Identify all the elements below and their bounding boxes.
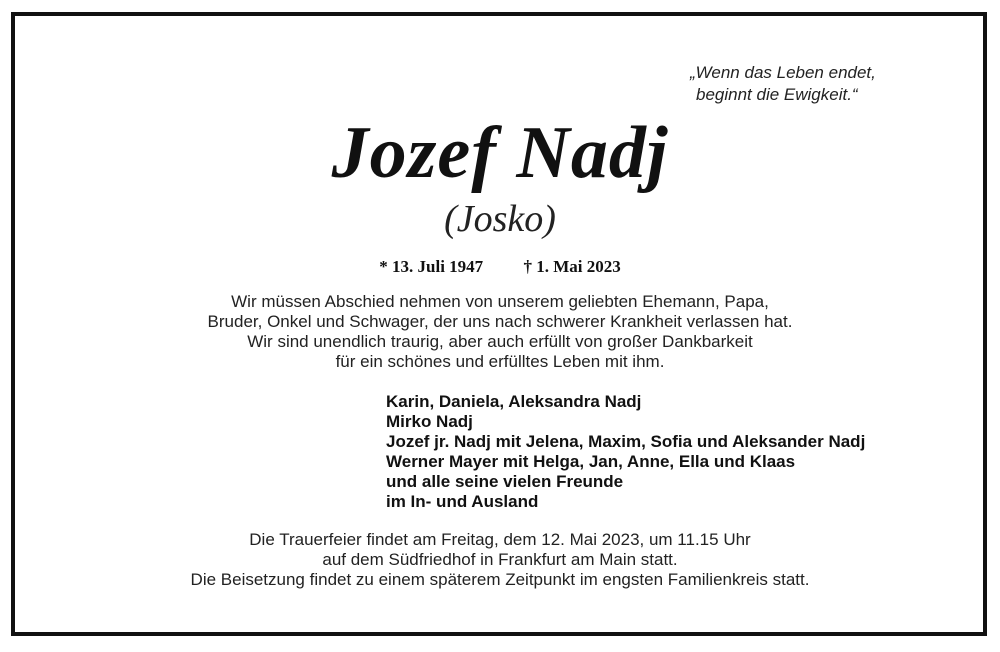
quote [690,62,920,106]
funeral-info-line: Die Beisetzung findet zu einem späterem Zeitpunkt im engsten Familienkreis statt. [190,570,810,589]
funeral-info [0,530,1000,590]
quote-line: „Wenn das Leben endet, [690,63,876,82]
deceased-nickname: (Josko) [444,198,556,240]
mourner-line: Werner Mayer mit Helga, Jan, Anne, Ella und Klaas [386,452,796,471]
mourner-line: Karin, Daniela, Aleksandra Nadj [386,392,642,411]
life-dates [0,256,1000,278]
intro-line: Bruder, Onkel und Schwager, der uns nach schwerer Krankheit verlassen hat. [207,312,793,331]
birth-date: * 13. Juli 1947 [379,257,484,276]
funeral-info-line: Die Trauerfeier findet am Freitag, dem 12. Mai 2023, um 11.15 Uhr [249,530,751,549]
funeral-info-line: auf dem Südfriedhof in Frankfurt am Main statt. [322,550,678,569]
death-date: † 1. Mai 2023 [523,257,621,276]
intro-text [0,292,1000,372]
quote-line: beginnt die Ewigkeit.“ [696,85,858,104]
mourner-line: Mirko Nadj [386,412,473,431]
mourner-line: und alle seine vielen Freunde [386,472,624,491]
mourner-line: Jozef jr. Nadj mit Jelena, Maxim, Sofia und Aleksander Nadj [386,432,866,451]
mourner-line: im In- und Ausland [386,492,539,511]
intro-line: für ein schönes und erfülltes Leben mit ihm. [335,352,665,371]
intro-line: Wir sind unendlich traurig, aber auch erfüllt von großer Dankbarkeit [247,332,753,351]
mourners-list [386,392,966,512]
deceased-name: Jozef Nadj [331,112,669,194]
intro-line: Wir müssen Abschied nehmen von unserem geliebten Ehemann, Papa, [231,292,769,311]
